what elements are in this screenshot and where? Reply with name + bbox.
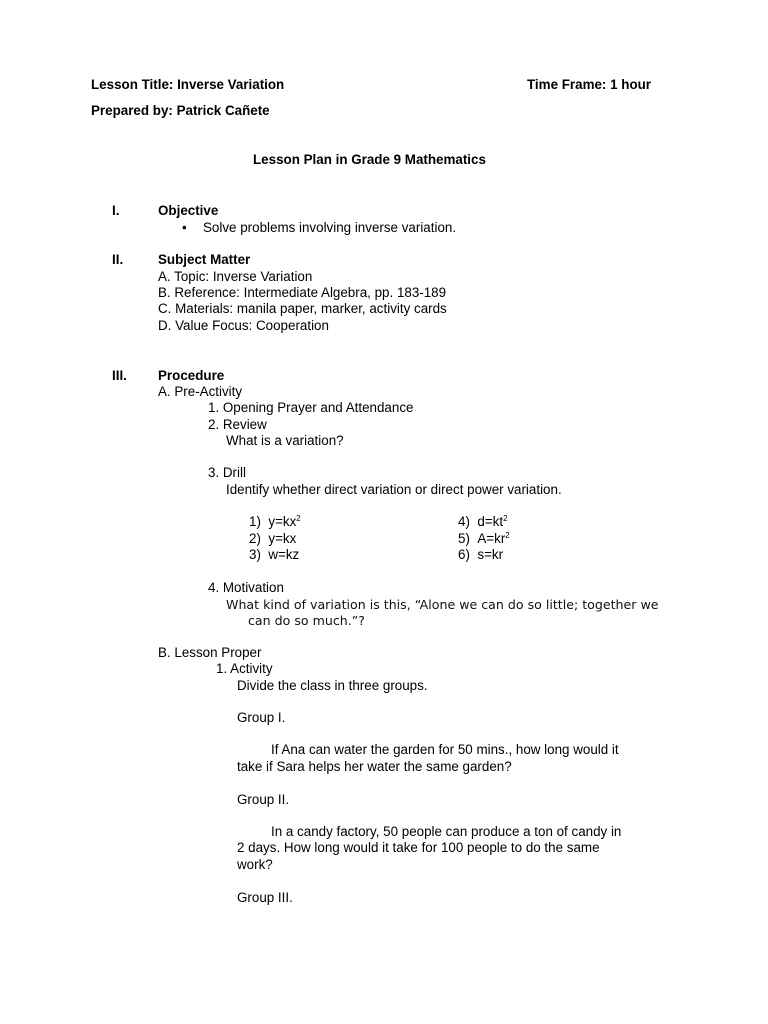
time-frame: Time Frame: 1 hour xyxy=(527,77,652,92)
equation-exponent: 2 xyxy=(505,531,510,540)
equation-number: 2) xyxy=(249,531,261,546)
group-problem-line: take if Sara helps her water the same garden? xyxy=(237,759,512,774)
subject-matter-item: D. Value Focus: Cooperation xyxy=(158,318,329,333)
equation-number: 5) xyxy=(458,531,470,546)
page-title: Lesson Plan in Grade 9 Mathematics xyxy=(253,152,486,167)
subject-matter-item: B. Reference: Intermediate Algebra, pp. 183-189 xyxy=(158,285,447,300)
objective-bullet-item xyxy=(182,220,456,236)
opening-prayer-item: 1. Opening Prayer and Attendance xyxy=(208,400,414,415)
group-problem-line: work? xyxy=(237,857,273,872)
drill-equation xyxy=(249,514,301,530)
section-heading-procedure: Procedure xyxy=(158,368,225,383)
section-heading-subject-matter: Subject Matter xyxy=(158,252,251,267)
activity-item: 1. Activity xyxy=(216,661,273,676)
group-problem-line: 2 days. How long would it take for 100 people to do the same xyxy=(237,840,600,855)
section-heading-objective: Objective xyxy=(158,203,219,218)
group-label: Group II. xyxy=(237,792,290,807)
drill-instruction: Identify whether direct variation or direct power variation. xyxy=(226,482,562,497)
drill-equation xyxy=(458,531,510,547)
equation-base: y=kx xyxy=(268,531,297,546)
section-numeral-procedure: III. xyxy=(112,368,127,383)
motivation-quote-line: can do so much.”? xyxy=(248,613,365,628)
drill-equation xyxy=(458,547,503,563)
equation-number: 1) xyxy=(249,514,261,529)
drill-equation xyxy=(249,531,296,547)
section-numeral-subject-matter: II. xyxy=(112,252,124,267)
group-problem-line: In a candy factory, 50 people can produce a ton of candy in xyxy=(271,824,622,839)
equation-exponent: 2 xyxy=(503,514,508,523)
drill-equation xyxy=(458,514,508,530)
pre-activity-label: A. Pre-Activity xyxy=(158,384,243,399)
bullet-icon: • xyxy=(182,220,187,235)
equation-base: d=kt xyxy=(477,514,504,529)
equation-number: 6) xyxy=(458,547,470,562)
motivation-item: 4. Motivation xyxy=(208,580,284,595)
equation-base: A=kr xyxy=(477,531,506,546)
group-problem-line: If Ana can water the garden for 50 mins., how long would it xyxy=(271,742,619,757)
subject-matter-item: C. Materials: manila paper, marker, activity cards xyxy=(158,301,447,316)
group-label: Group III. xyxy=(237,890,293,905)
equation-number: 4) xyxy=(458,514,470,529)
group-label: Group I. xyxy=(237,710,286,725)
lesson-proper-label: B. Lesson Proper xyxy=(158,645,262,660)
equation-base: w=kz xyxy=(268,547,300,562)
review-question: What is a variation? xyxy=(226,433,344,448)
prepared-by: Prepared by: Patrick Cañete xyxy=(91,103,270,118)
drill-equation xyxy=(249,547,299,563)
lesson-title: Lesson Title: Inverse Variation xyxy=(91,77,285,92)
motivation-quote-line: What kind of variation is this, “Alone we can do so little; together we xyxy=(226,597,659,612)
equation-base: y=kx xyxy=(268,514,297,529)
drill-item: 3. Drill xyxy=(208,465,246,480)
objective-text: Solve problems involving inverse variation. xyxy=(203,220,457,235)
equation-exponent: 2 xyxy=(296,514,301,523)
activity-instruction: Divide the class in three groups. xyxy=(237,678,428,693)
equation-number: 3) xyxy=(249,547,261,562)
review-item: 2. Review xyxy=(208,417,267,432)
subject-matter-item: A. Topic: Inverse Variation xyxy=(158,269,313,284)
section-numeral-objective: I. xyxy=(112,203,120,218)
equation-base: s=kr xyxy=(477,547,504,562)
